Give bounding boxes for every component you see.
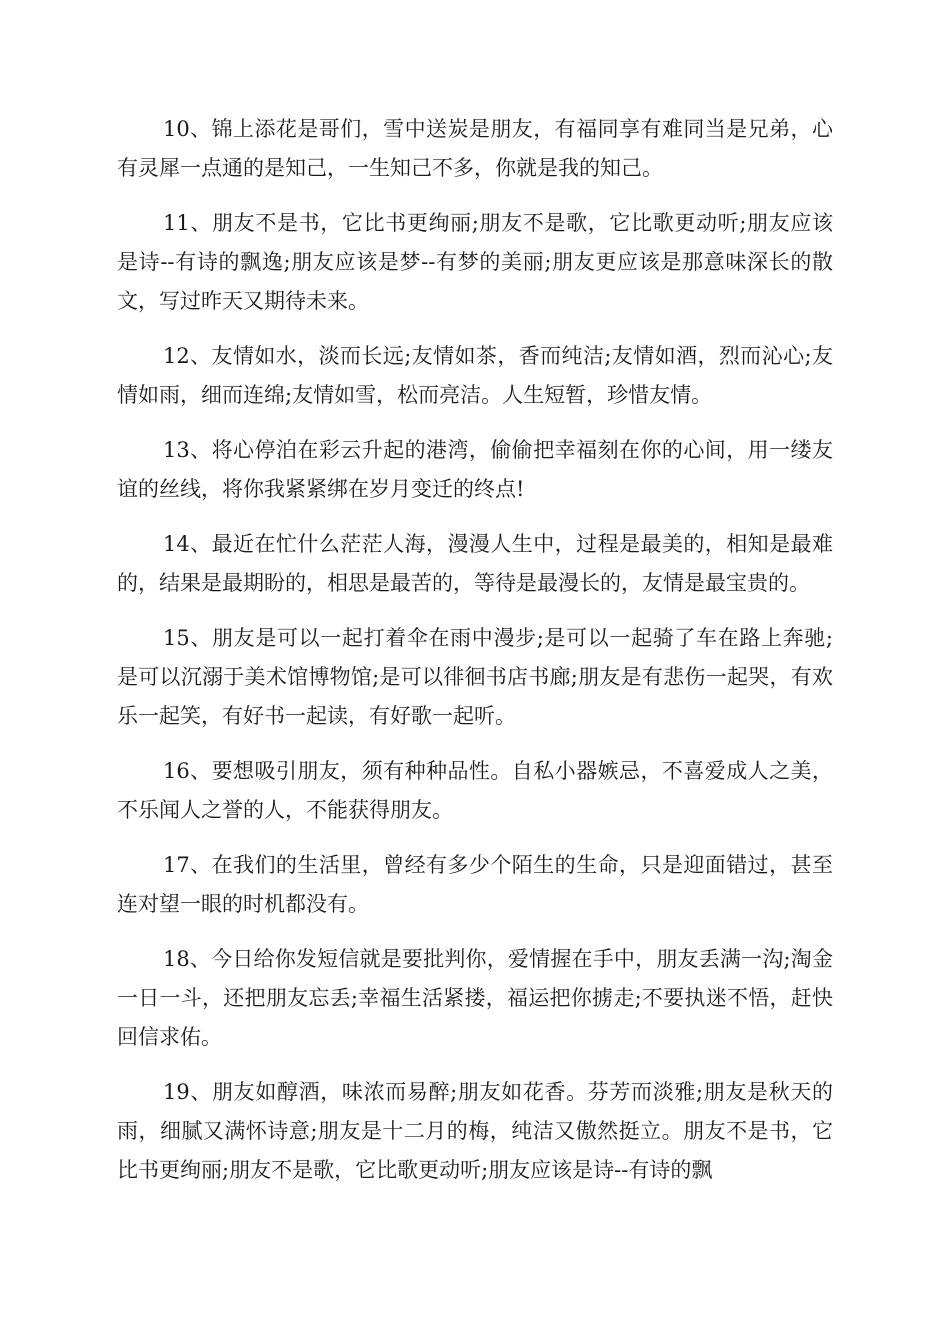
paragraph-18: 18、今日给你发短信就是要批判你，爱情握在手中，朋友丢满一沟;淘金一日一斗，还把朋友忘丢;幸福生活紧搂，福运把你掳走;不要执迷不悟，赶快回信求佑。 bbox=[117, 947, 833, 1049]
paragraph-17: 17、在我们的生活里，曾经有多少个陌生的生命，只是迎面错过，甚至连对望一眼的时机都没有。 bbox=[117, 853, 833, 916]
paragraph-13: 13、将心停泊在彩云升起的港湾，偷偷把幸福刻在你的心间，用一缕友谊的丝线，将你我紧紧绑在岁月变迁的终点! bbox=[117, 438, 833, 501]
paragraph-16: 16、要想吸引朋友，须有种种品性。自私小器嫉忌，不喜爱成人之美，不乐闻人之誉的人，不能获得朋友。 bbox=[117, 759, 833, 822]
paragraph-14: 14、最近在忙什么茫茫人海，漫漫人生中，过程是最美的，相知是最难的，结果是最期盼的，相思是最苦的，等待是最漫长的，友情是最宝贵的。 bbox=[117, 532, 833, 595]
paragraph-15: 15、朋友是可以一起打着伞在雨中漫步;是可以一起骑了车在路上奔驰;是可以沉溺于美术馆博物馆;是可以徘徊书店书廊;朋友是有悲伤一起哭，有欢乐一起笑，有好书一起读，有好歌一起听。 bbox=[117, 626, 833, 728]
paragraph-12: 12、友情如水，淡而长远;友情如茶，香而纯洁;友情如酒，烈而沁心;友情如雨，细而连绵;友情如雪，松而亮洁。人生短暂，珍惜友情。 bbox=[117, 344, 833, 407]
document-page bbox=[117, 110, 833, 1206]
paragraph-11: 11、朋友不是书，它比书更绚丽;朋友不是歌，它比歌更动听;朋友应该是诗--有诗的飘逸;朋友应该是梦--有梦的美丽;朋友更应该是那意味深长的散文，写过昨天又期待未来。 bbox=[117, 211, 833, 313]
paragraph-19: 19、朋友如醇酒，味浓而易醉;朋友如花香。芬芳而淡雅;朋友是秋天的雨，细腻又满怀诗意;朋友是十二月的梅，纯洁又傲然挺立。朋友不是书，它比书更绚丽;朋友不是歌，它比歌更动听;朋友应该是诗--有诗的飘 bbox=[117, 1080, 833, 1182]
paragraph-10: 10、锦上添花是哥们，雪中送炭是朋友，有福同享有难同当是兄弟，心有灵犀一点通的是知己，一生知己不多，你就是我的知己。 bbox=[117, 117, 833, 180]
